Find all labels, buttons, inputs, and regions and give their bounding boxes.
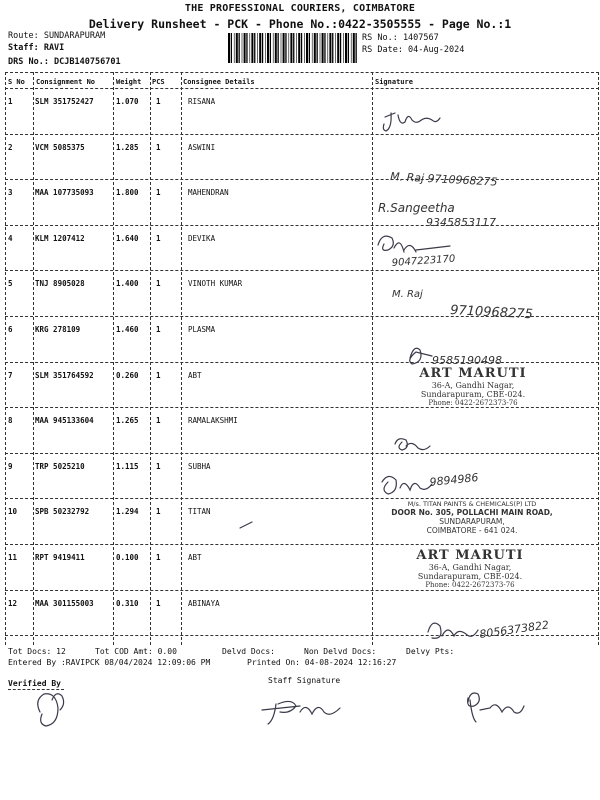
staff-signature-label: Staff Signature [268, 676, 341, 685]
cell-consignee: ABT [188, 553, 202, 562]
non-delivered-docs: Non Delvd Docs: [304, 647, 377, 656]
cell-consignee: ASWINI [188, 142, 216, 152]
cell-pcs: 1 [156, 461, 161, 471]
cell-consignee: ABINAYA [188, 598, 220, 608]
printed-on: Printed On: 04-08-2024 12:16:27 [247, 658, 397, 667]
cell-consignment: SLM 351752427 [35, 97, 94, 106]
signature-scribble [395, 439, 430, 450]
cell-pcs: 1 [156, 598, 161, 608]
cell-pcs: 1 [156, 507, 161, 517]
cell-pcs: 1 [156, 553, 161, 562]
row-divider [5, 362, 599, 363]
row-divider [5, 225, 599, 226]
barcode-icon [228, 33, 358, 63]
col-header-sno: S No [8, 78, 25, 86]
cell-consignee: RAMALAKSHMI [188, 416, 238, 426]
cell-weight: 0.310 [116, 598, 139, 608]
cell-sno: 5 [8, 279, 13, 289]
col-header-weight: Weight [116, 78, 142, 86]
cell-sno: 11 [8, 553, 18, 562]
cell-consignment: MAA 107735093 [35, 188, 94, 198]
cell-pcs: 1 [156, 370, 161, 380]
cell-consignee: PLASMA [188, 325, 216, 334]
art-maruti-stamp: ART MARUTI 36-A, Gandhi Nagar, Sundarapuram, CBE-024. Phone: 0422-2672373-76 [419, 366, 527, 407]
route-label: Route: SUNDARAPURAM [8, 31, 106, 41]
cell-sno: 12 [8, 598, 18, 608]
total-cod: Tot COD Amt: 0.00 [95, 647, 177, 656]
col-header-signature: Signature [375, 78, 413, 86]
header-divider [5, 88, 599, 89]
handwritten-phone-row2: M. Raj 9710968275 [389, 170, 498, 189]
column-divider [33, 72, 34, 645]
cell-sno: 9 [8, 461, 13, 471]
handwritten-phone-row12: 8056373822 [478, 618, 550, 641]
cell-weight: 1.460 [116, 325, 139, 334]
cell-weight: 1.640 [116, 233, 139, 243]
row-divider [5, 270, 599, 271]
verified-by-label: Verified By [8, 679, 61, 688]
cell-consignment: KRG 278109 [35, 325, 81, 334]
verified-by-underline [8, 689, 64, 690]
cell-pcs: 1 [156, 233, 161, 243]
cell-sno: 4 [8, 233, 13, 243]
cell-weight: 0.260 [116, 370, 139, 380]
cell-pcs: 1 [156, 279, 161, 289]
cell-consignee: TITAN [188, 507, 211, 517]
art-maruti-stamp-2: ART MARUTI 36-A, Gandhi Nagar, Sundarapuram, CBE-024. Phone: 0422-2672373-76 [416, 548, 524, 589]
cell-consignee: RISANA [188, 97, 216, 106]
total-docs: Tot Docs: 12 [8, 647, 66, 656]
signature-scribble [382, 476, 432, 494]
row-divider [5, 179, 599, 180]
signature-scribble [262, 701, 340, 724]
cell-weight: 1.800 [116, 188, 139, 198]
handwritten-phone-row9: 9894986 [428, 470, 480, 489]
runsheet-subtitle: Delivery Runsheet - PCK - Phone No.:0422-3505555 - Page No.:1 [88, 17, 512, 31]
cell-sno: 2 [8, 142, 13, 152]
cell-consignee: DEVIKA [188, 233, 216, 243]
cell-weight: 0.100 [116, 553, 139, 562]
col-header-consignee: Consignee Details [183, 78, 255, 86]
cell-consignee: MAHENDRAN [188, 188, 229, 198]
row-divider [5, 407, 599, 408]
cell-consignment: SPB 50232792 [35, 507, 90, 517]
signature-scribble [38, 694, 64, 726]
signature-scribble [383, 113, 440, 131]
cell-weight: 1.115 [116, 461, 139, 471]
drs-number: DRS No.: DCJB140756701 [8, 57, 121, 67]
handwritten-name-row3: R.Sangeetha [378, 201, 455, 215]
column-divider [181, 72, 182, 645]
signature-scribble [378, 236, 450, 252]
handwritten-name-row5: M. Raj [392, 289, 423, 300]
staff-label: Staff: RAVI [8, 43, 65, 53]
delivered-docs: Delvd Docs: [222, 647, 275, 656]
cell-sno: 1 [8, 97, 13, 106]
cell-consignee: VINOTH KUMAR [188, 279, 243, 289]
cell-consignee: SUBHA [188, 461, 211, 471]
cell-consignment: VCM 5085375 [35, 142, 85, 152]
cell-pcs: 1 [156, 416, 161, 426]
col-header-consignment: Consignment No [36, 78, 96, 86]
column-divider [113, 72, 114, 645]
rs-date: RS Date: 04-Aug-2024 [362, 45, 465, 55]
cell-pcs: 1 [156, 188, 161, 198]
delivery-points: Delvy Pts: [406, 647, 455, 656]
row-divider [5, 544, 599, 545]
cell-sno: 8 [8, 416, 13, 426]
cell-sno: 7 [8, 370, 13, 380]
rs-number: RS No.: 1407567 [362, 33, 439, 43]
signature-scribble [468, 693, 524, 722]
cell-consignment: KLM 1207412 [35, 233, 85, 243]
handwritten-phone-row5: 9710968275 [449, 303, 534, 323]
cell-consignment: RPT 9419411 [35, 553, 85, 562]
handwritten-phone-row3: 9345853117 [426, 216, 496, 229]
entered-by: Entered By :RAVIPCK 08/04/2024 12:09:06 PM [8, 658, 211, 667]
handwritten-phone-row4: 9047223170 [391, 253, 456, 269]
row-divider [5, 590, 599, 591]
cell-sno: 3 [8, 188, 13, 198]
cell-weight: 1.294 [116, 507, 139, 517]
cell-weight: 1.400 [116, 279, 139, 289]
cell-pcs: 1 [156, 97, 161, 106]
company-title: THE PROFESSIONAL COURIERS, COIMBATORE [184, 3, 416, 14]
cell-pcs: 1 [156, 142, 161, 152]
cell-weight: 1.285 [116, 142, 139, 152]
cell-consignment: TNJ 8905028 [35, 279, 85, 289]
row-divider [5, 316, 599, 317]
cell-consignment: TRP 5025210 [35, 461, 85, 471]
cell-pcs: 1 [156, 325, 161, 334]
cell-consignment: SLM 351764592 [35, 370, 94, 380]
cell-sno: 10 [8, 507, 18, 517]
column-divider [5, 72, 6, 645]
row-divider [5, 635, 599, 636]
cell-weight: 1.070 [116, 97, 139, 106]
cell-sno: 6 [8, 325, 13, 334]
column-divider [598, 72, 599, 645]
cell-weight: 1.265 [116, 416, 139, 426]
table-top-divider [5, 72, 599, 73]
cell-consignee: ABT [188, 370, 202, 380]
cell-consignment: MAA 945133604 [35, 416, 94, 426]
tick-mark [240, 522, 252, 528]
row-divider [5, 453, 599, 454]
col-header-pcs: PCS [152, 78, 165, 86]
cell-consignment: MAA 301155003 [35, 598, 94, 608]
column-divider [372, 72, 373, 645]
column-divider [150, 72, 151, 645]
row-divider [5, 134, 599, 135]
titan-stamp: M/s. TITAN PAINTS & CHEMICALS(P) LTD DOOR No. 305, POLLACHI MAIN ROAD, SUNDARAPURAM, COIMBATORE - 641 024. [391, 500, 553, 535]
handwritten-phone-row6: 9585190498 [432, 354, 502, 367]
